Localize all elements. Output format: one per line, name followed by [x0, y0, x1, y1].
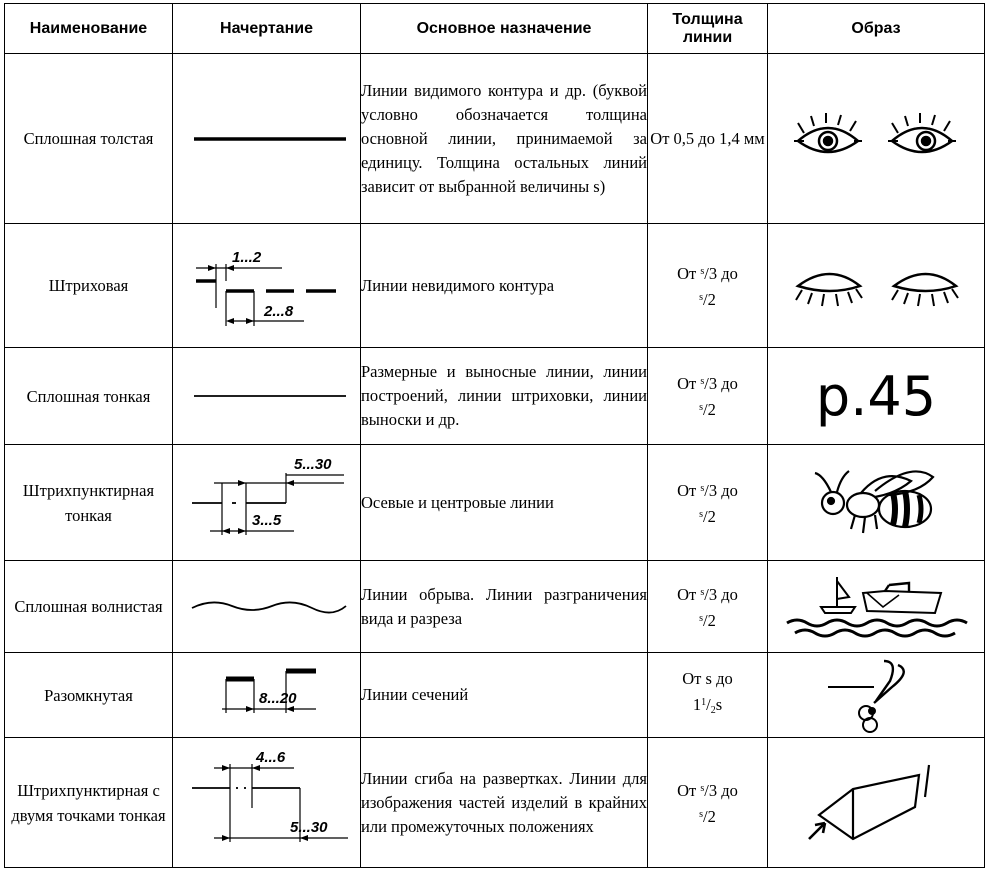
row-name: Разомкнутая — [5, 653, 173, 738]
header-row — [5, 4, 985, 54]
row-name: Штрихпунктирная тонкая — [5, 445, 173, 561]
header-purpose: Основное назначение — [361, 4, 648, 54]
row-thickness: От $^s$/3 до $^s$/2 — [648, 224, 768, 348]
table-row — [5, 561, 985, 653]
row-name: Штриховая — [5, 224, 173, 348]
line-types-table — [4, 3, 985, 868]
row-purpose: Линии обрыва. Линии разграничения вида и разреза — [361, 561, 648, 653]
row-name: Штрихпунктирная с двумя точками тонкая — [5, 738, 173, 868]
dim-label: 3...5 — [251, 511, 281, 529]
table-row — [5, 445, 985, 561]
eye-closed-left-icon — [796, 274, 862, 306]
line-drawing — [173, 653, 361, 738]
table-row — [5, 224, 985, 348]
table-row — [5, 738, 985, 868]
line-drawing — [173, 224, 361, 348]
row-thickness: От $^s$/3 до $^s$/2 — [648, 738, 768, 868]
dim-label: 5...30 — [289, 818, 328, 836]
header-drawing: Начертание — [173, 4, 361, 54]
row-purpose: Осевые и центровые линии — [361, 445, 648, 561]
bee-icon — [768, 445, 985, 561]
dim-label: 4...6 — [255, 748, 285, 766]
folded-box-icon — [768, 738, 985, 868]
line-drawing — [173, 54, 361, 224]
row-purpose: Линии сечений — [361, 653, 648, 738]
header-thickness: Толщина линии — [648, 4, 768, 54]
table-row — [5, 54, 985, 224]
row-thickness: От $^s$/3 до $^s$/2 — [648, 445, 768, 561]
row-name: Сплошная толстая — [5, 54, 173, 224]
row-thickness: От $^s$/3 до $^s$/2 — [648, 561, 768, 653]
row-name: Сплошная тонкая — [5, 348, 173, 445]
boats-on-waves-icon — [768, 561, 985, 653]
eye-left-icon — [794, 113, 862, 152]
eye-closed-right-icon — [892, 274, 958, 306]
line-drawing — [173, 561, 361, 653]
dim-label: 1...2 — [231, 248, 261, 266]
line-drawing — [173, 738, 361, 868]
wavy-line — [192, 602, 346, 612]
table-row — [5, 348, 985, 445]
row-purpose: Линии сгиба на развертках. Линии для изображения частей изделий в крайних или промежуточных положениях — [361, 738, 648, 868]
line-drawing — [173, 348, 361, 445]
row-purpose: Линии невидимого контура — [361, 224, 648, 348]
row-purpose: Линии видимого контура и др. (буквой условно обозначается толщина основной линии, принимаемой за единицу. Толщина остальных линий зависит от выбранной величины s) — [361, 54, 648, 224]
eye-right-icon — [888, 113, 956, 152]
line-drawing — [173, 445, 361, 561]
eyes-open-icon — [768, 54, 985, 224]
table-row — [5, 653, 985, 738]
header-image: Образ — [768, 4, 985, 54]
row-name: Сплошная волнистая — [5, 561, 173, 653]
dim-label: 8...20 — [258, 690, 297, 707]
row-thickness: От 0,5 до 1,4 мм — [648, 54, 768, 224]
scissors-icon — [768, 653, 985, 738]
header-name: Наименование — [5, 4, 173, 54]
dim-label: 2...8 — [263, 302, 293, 320]
row-purpose: Размерные и выносные линии, линии построений, линии штриховки, линии выноски и др. — [361, 348, 648, 445]
dim-label: 5...30 — [293, 455, 332, 473]
row-thickness: От $^s$/3 до $^s$/2 — [648, 348, 768, 445]
eyes-closed-icon — [768, 224, 985, 348]
row-thickness: От s до $1^1/2s$ — [648, 653, 768, 738]
handwritten-p45: p.45 — [768, 348, 985, 445]
